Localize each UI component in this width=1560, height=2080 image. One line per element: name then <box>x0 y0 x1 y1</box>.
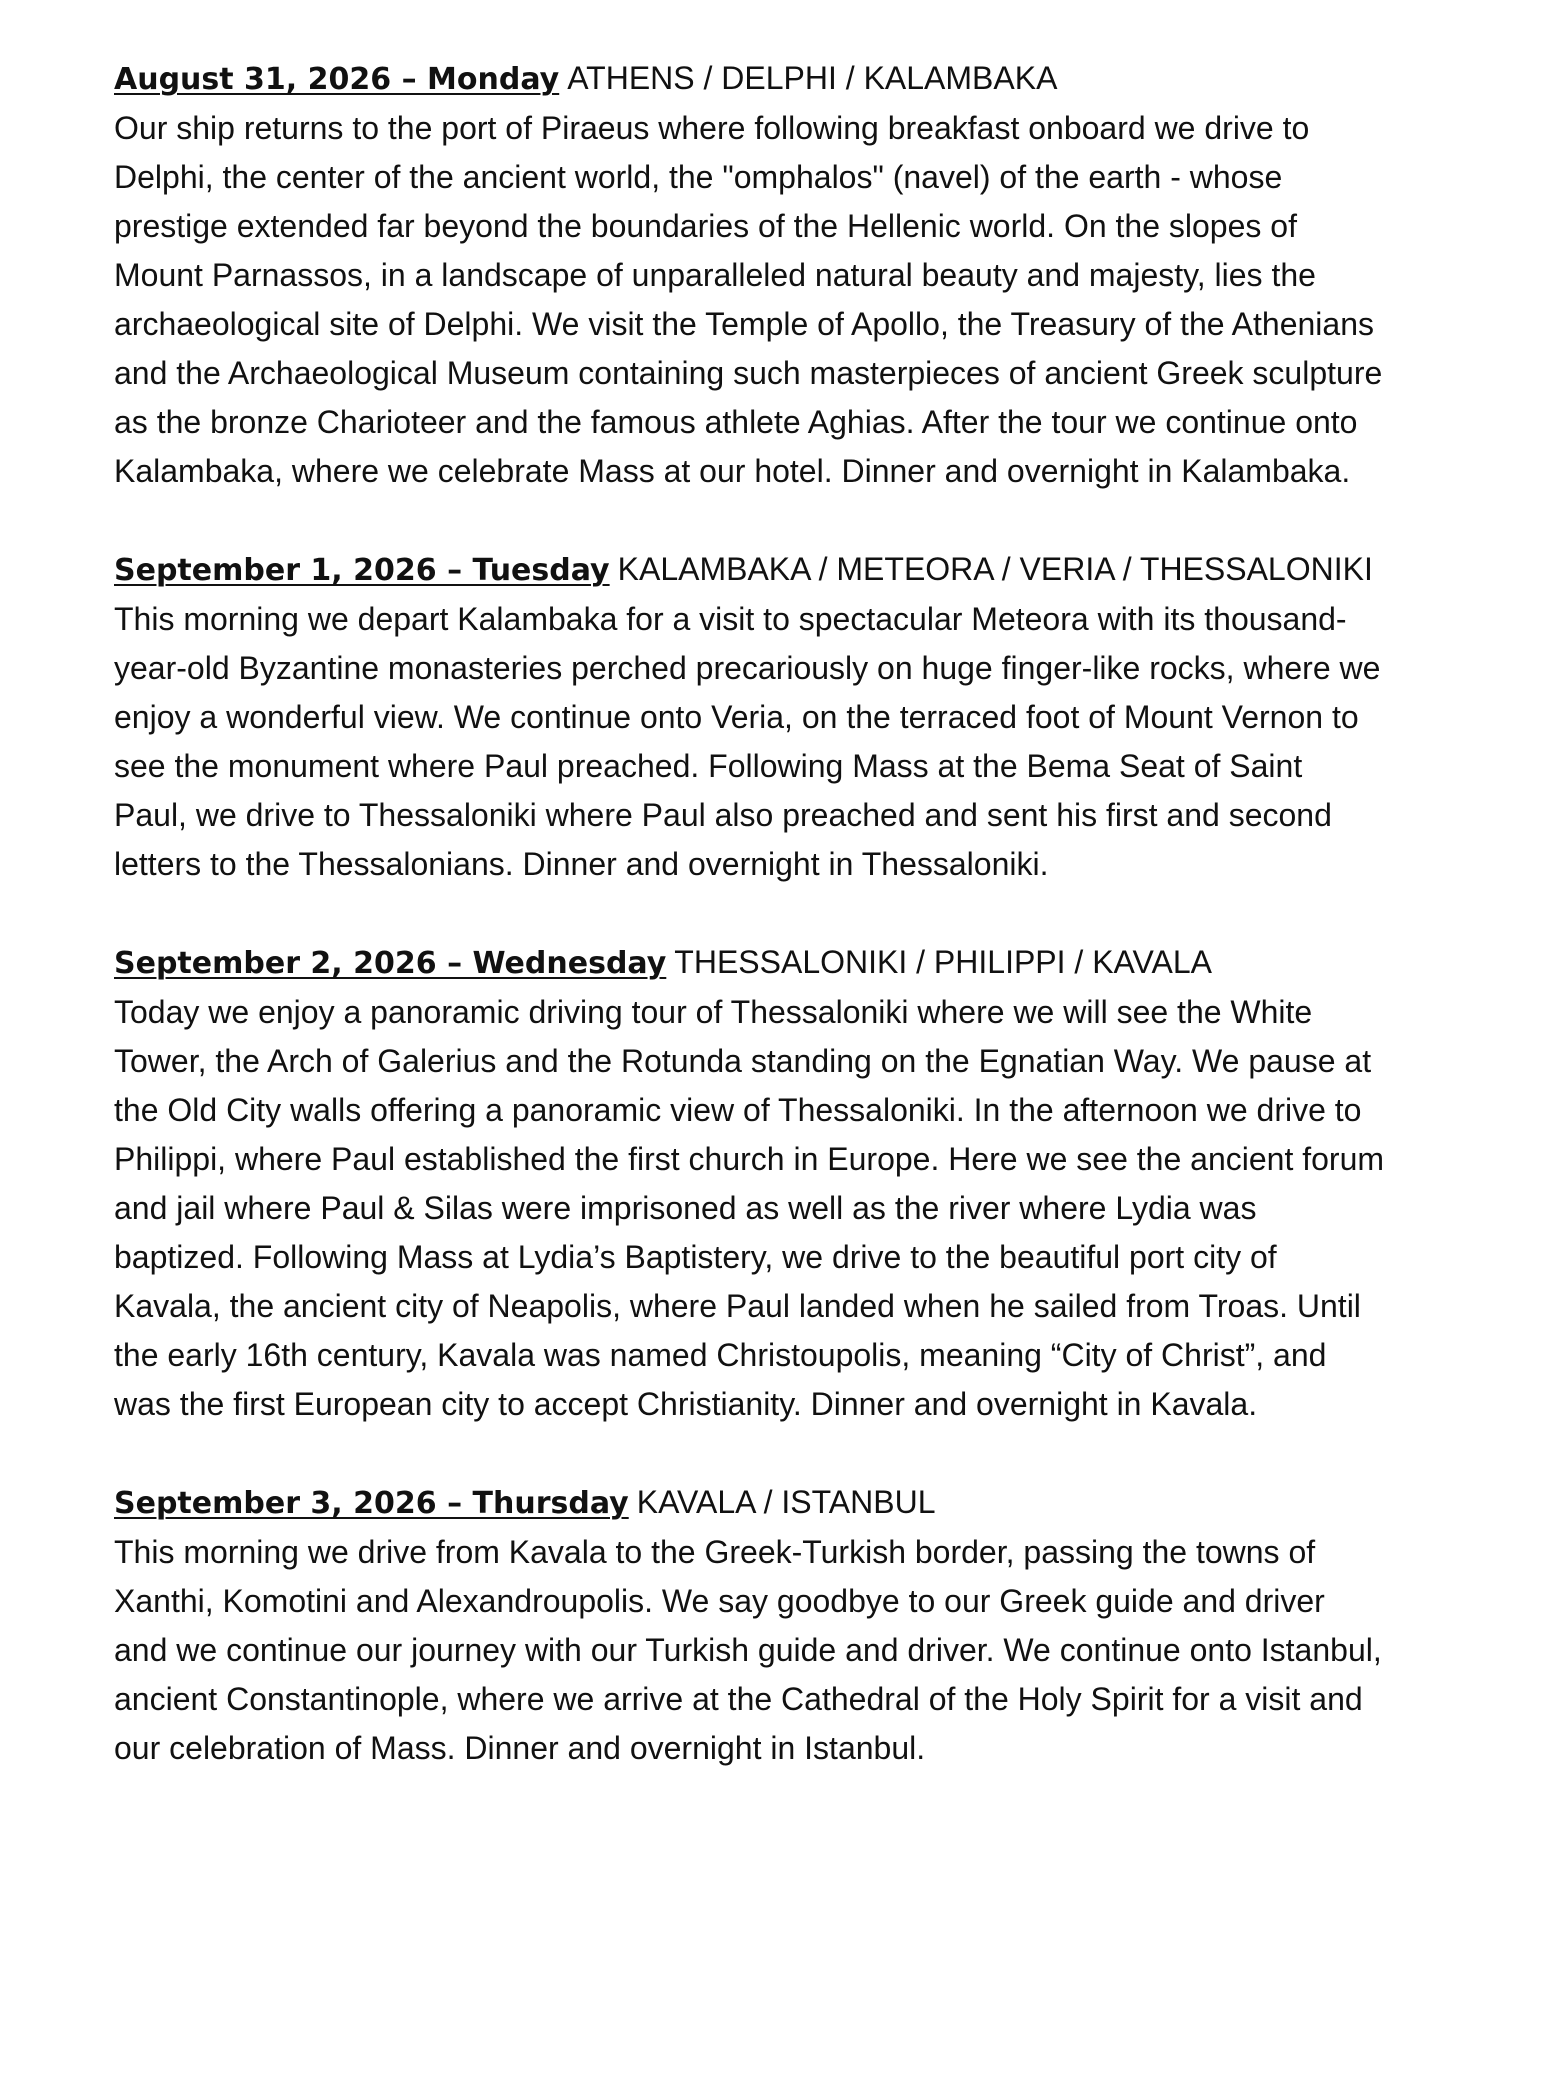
day-route: THESSALONIKI / PHILIPPI / KAVALA <box>674 944 1212 980</box>
day-description: Today we enjoy a panoramic driving tour of Thessaloniki where we will see the White Tower, the Arch of Galerius and the Rotunda standing on the Egnatian Way. We pause at the Old City walls offering a panoramic view of Thessaloniki. In the afternoon we drive to Philippi, where Paul established the first church in Europe. Here we see the ancient forum and jail where Paul & Silas were imprisoned as well as the river where Lydia was baptized. Following Mass at Lydia’s Baptistery, we drive to the beautiful port city of Kavala, the ancient city of Neapolis, where Paul landed when he sailed from Troas. Until the early 16th century, Kavala was named Christoupolis, meaning “City of Christ”, and was the first European city to accept Christianity. Dinner and overnight in Kavala. <box>114 994 1385 1422</box>
day-september-1 <box>114 545 1454 889</box>
day-september-3 <box>114 1478 1454 1773</box>
day-description: This morning we drive from Kavala to the Greek-Turkish border, passing the towns of Xanthi, Komotini and Alexandroupolis. We say goodbye to our Greek guide and driver and we continue our journey with our Turkish guide and driver. We continue onto Istanbul, ancient Constantinople, where we arrive at the Cathedral of the Holy Spirit for a visit and our celebration of Mass. Dinner and overnight in Istanbul. <box>114 1534 1382 1766</box>
day-header <box>114 54 1454 104</box>
day-description: This morning we depart Kalambaka for a visit to spectacular Meteora with its thousand-year-old Byzantine monasteries perched precariously on huge finger-like rocks, where we enjoy a wonderful view. We continue onto Veria, on the terraced foot of Mount Vernon to see the monument where Paul preached. Following Mass at the Bema Seat of Saint Paul, we drive to Thessaloniki where Paul also preached and sent his first and second letters to the Thessalonians. Dinner and overnight in Thessaloniki. <box>114 601 1381 882</box>
day-header <box>114 545 1454 595</box>
day-date: August 31, 2026 – Monday <box>114 62 560 97</box>
day-header <box>114 1478 1454 1528</box>
day-route: KAVALA / ISTANBUL <box>636 1484 936 1520</box>
day-date: September 3, 2026 – Thursday <box>114 1486 629 1521</box>
day-august-31 <box>114 54 1454 496</box>
day-date: September 1, 2026 – Tuesday <box>114 553 610 588</box>
day-description: Our ship returns to the port of Piraeus where following breakfast onboard we drive to Delphi, the center of the ancient world, the "omphalos" (navel) of the earth - whose prestige extended far beyond the boundaries of the Hellenic world. On the slopes of Mount Parnassos, in a landscape of unparalleled natural beauty and majesty, lies the archaeological site of Delphi. We visit the Temple of Apollo, the Treasury of the Athenians and the Archaeological Museum containing such masterpieces of ancient Greek sculpture as the bronze Charioteer and the famous athlete Aghias. After the tour we continue onto Kalambaka, where we celebrate Mass at our hotel. Dinner and overnight in Kalambaka. <box>114 110 1383 489</box>
day-date: September 2, 2026 – Wednesday <box>114 946 667 981</box>
day-route: ATHENS / DELPHI / KALAMBAKA <box>567 60 1058 96</box>
day-route: KALAMBAKA / METEORA / VERIA / THESSALONIKI <box>617 551 1373 587</box>
day-september-2 <box>114 938 1454 1429</box>
day-header <box>114 938 1454 988</box>
itinerary-document <box>114 54 1454 1822</box>
